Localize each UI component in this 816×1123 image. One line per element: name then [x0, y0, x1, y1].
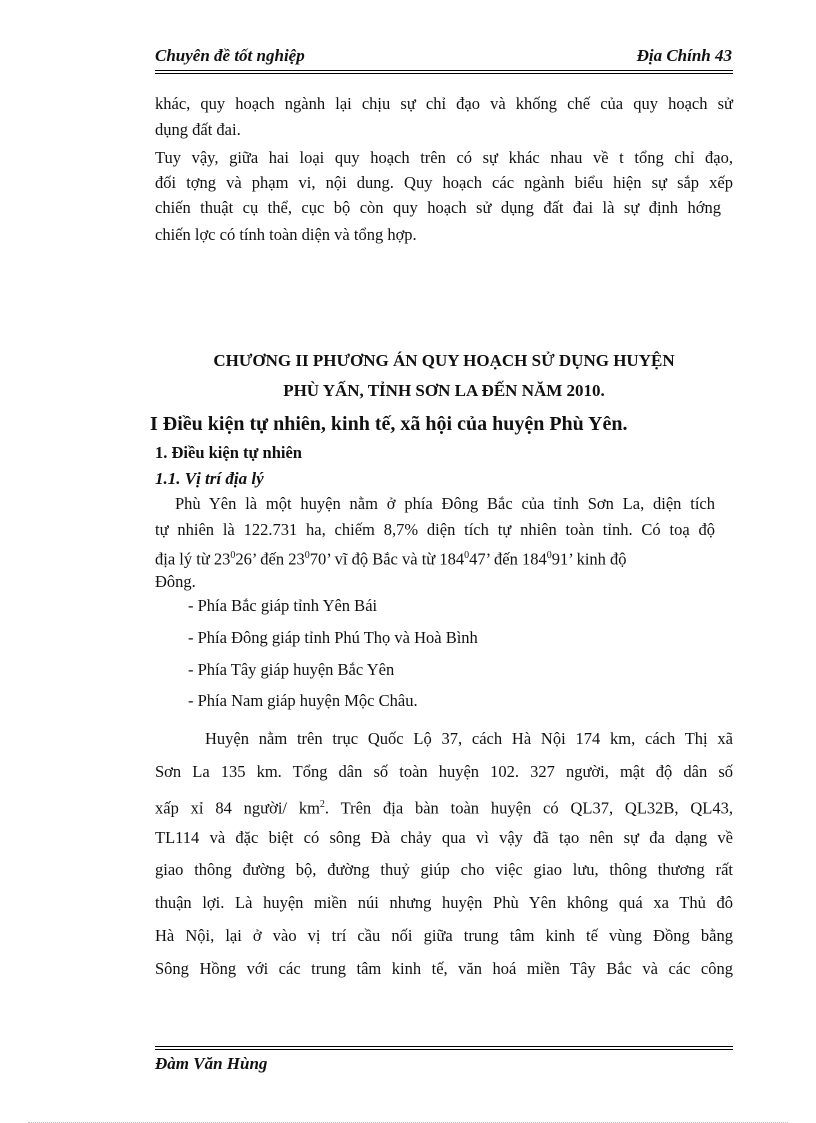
location-line-2: tự nhiên là 122.731 ha, chiếm 8,7% diện tích tự nhiên toàn tỉnh. Có toạ độ	[155, 520, 715, 539]
header-right-title: Địa Chính 43	[636, 46, 732, 65]
subsubsection-title: 1.1. Vị trí địa lý	[155, 469, 264, 488]
subsection-title: 1. Điều kiện tự nhiên	[155, 443, 302, 462]
header-left-title: Chuyên đề tốt nghiệp	[155, 46, 305, 65]
location-line-4: Đông.	[155, 572, 196, 591]
section-title: I Điều kiện tự nhiên, kinh tế, xã hội của huyện Phù Yên.	[150, 413, 628, 435]
intro-line-6: chiến lợc có tính toàn diện và tổng hợp.	[155, 225, 417, 244]
header-rule-bottom	[155, 73, 733, 74]
para2-line-7: Hà Nội, lại ở vào vị trí cầu nối giữa trung tâm kinh tế vùng Đồng bằng	[155, 926, 733, 945]
footer-author: Đàm Văn Hùng	[155, 1054, 268, 1073]
intro-line-1: khác, quy hoạch ngành lại chịu sự chỉ đạo và khống chế của quy hoạch sử	[155, 94, 733, 113]
footer-rule-bottom	[155, 1049, 733, 1050]
chapter-title-line-2: PHÙ YẤN, TỈNH SƠN LA ĐẾN NĂM 2010.	[283, 381, 605, 400]
para2-line-4: TL114 và đặc biệt có sông Đà chảy qua vì vậy đã tạo nên sự đa dạng về	[155, 828, 733, 847]
intro-line-3: Tuy vậy, giữa hai loại quy hoạch trên có sự khác nhau về t tổng chỉ đạo,	[155, 148, 733, 167]
border-item-north: - Phía Bắc giáp tỉnh Yên Bái	[188, 596, 378, 615]
border-item-east: - Phía Đông giáp tỉnh Phú Thọ và Hoà Bình	[188, 628, 478, 647]
para2-line-5: giao thông đường bộ, đường thuỷ giúp cho việc giao lưu, thông thương rất	[155, 860, 733, 879]
para2-line-2: Sơn La 135 km. Tổng dân số toàn huyện 102. 327 người, mật độ dân số	[155, 762, 733, 781]
intro-line-2: dụng đất đai.	[155, 120, 241, 139]
intro-line-5: chiến thuật cụ thể, cục bộ còn quy hoạch sử dụng đất đai là sự định hớng	[155, 198, 721, 217]
location-line-3: địa lý từ $23^026$’ đến $23^070$’ vĩ độ Bắc và từ $184^047$’ đến $184^091$’ kinh độ	[155, 549, 627, 569]
para2-line-3: xấp xỉ 84 người/ $km^2$. Trên địa bàn toàn huyện có QL37, QL32B, QL43,	[155, 798, 733, 818]
border-item-west: - Phía Tây giáp huyện Bắc Yên	[188, 660, 395, 679]
chapter-title-line-1: CHƯƠNG II PHƯƠNG ÁN QUY HOẠCH SỬ DỤNG HUYỆN	[213, 351, 675, 370]
footer-rule-top	[155, 1046, 733, 1047]
para2-line-8: Sông Hồng với các trung tâm kinh tế, văn hoá miền Tây Bắc và các công	[155, 959, 733, 978]
header-rule-top	[155, 70, 733, 71]
location-line-1: Phù Yên là một huyện nằm ở phía Đông Bắc của tỉnh Sơn La, diện tích	[175, 494, 715, 513]
para2-line-6: thuận lợi. Là huyện miền núi nhưng huyện Phù Yên không quá xa Thủ đô	[155, 893, 733, 912]
intro-line-4: đối tợng và phạm vi, nội dung. Quy hoạch các ngành biểu hiện sự sắp xếp	[155, 173, 733, 192]
para2-line-1: Huyện nằm trên trục Quốc Lộ 37, cách Hà Nội 174 km, cách Thị xã	[205, 729, 733, 748]
border-item-south: - Phía Nam giáp huyện Mộc Châu.	[188, 691, 418, 710]
